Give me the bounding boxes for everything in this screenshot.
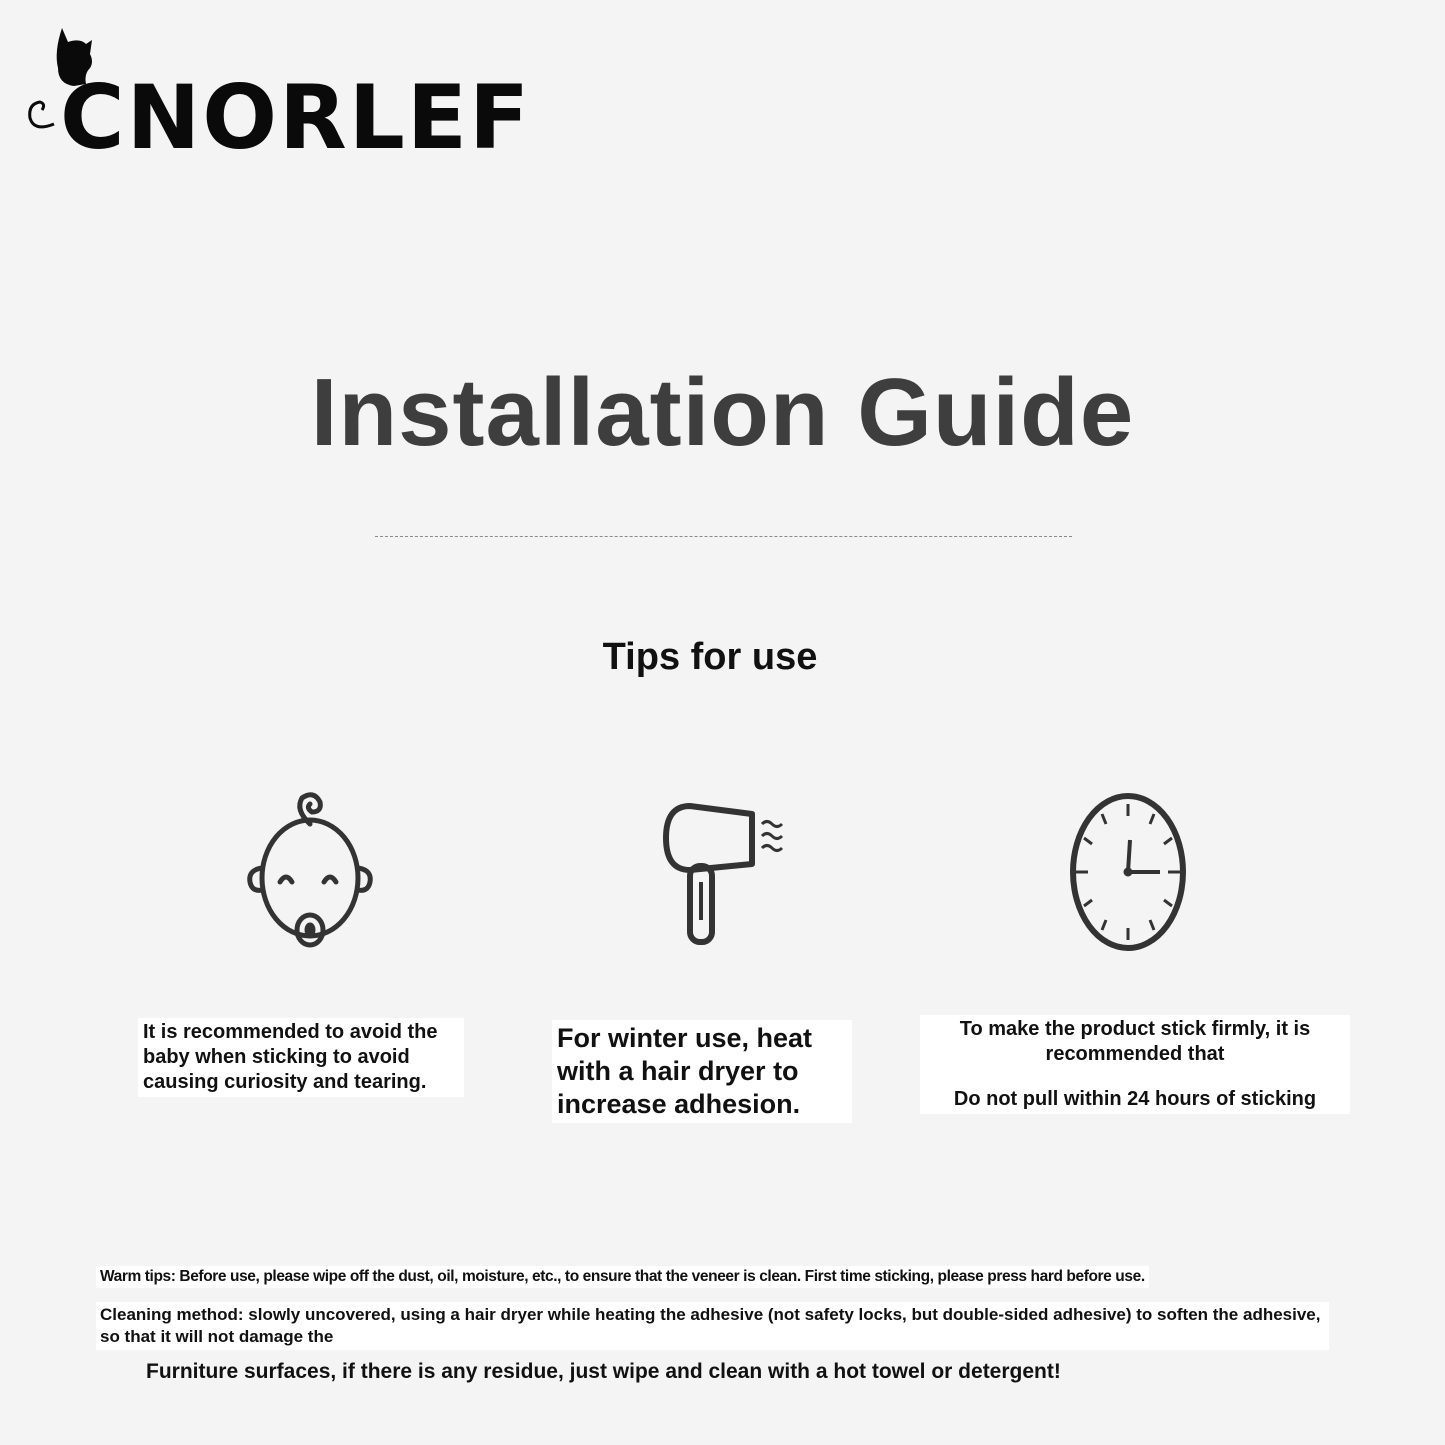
clock-icon: [1068, 792, 1190, 952]
baby-face-icon: [240, 790, 380, 955]
cleaning-method: Cleaning method: slowly uncovered, using a hair dryer while heating the adhesive (not safety locks, but double-sided adhesive) to soften the adhesive, so that it will not damage the: [96, 1302, 1329, 1350]
tip-24-hours-text: Do not pull within 24 hours of sticking: [953, 1088, 1317, 1110]
logo-text: CNORLEF: [60, 66, 532, 169]
page-title: Installation Guide: [310, 359, 1135, 466]
section-subtitle: Tips for use: [602, 636, 818, 678]
tip-avoid-baby: It is recommended to avoid the baby when sticking to avoid causing curiosity and tearing.: [138, 1018, 464, 1097]
furniture-note: Furniture surfaces, if there is any residue, just wipe and clean with a hot towel or detergent!: [146, 1360, 1061, 1383]
tip-winter-hair-dryer: For winter use, heat with a hair dryer to increase adhesion.: [552, 1020, 852, 1123]
warm-tips: Warm tips: Before use, please wipe off the dust, oil, moisture, etc., to ensure that the veneer is clean. First time sticking, please press hard before use.: [96, 1266, 1149, 1288]
brand-logo: [14, 28, 532, 169]
tip-stick-firmly: [920, 1015, 1350, 1114]
divider: [375, 536, 1072, 537]
tip-stick-firmly-text: To make the product stick firmly, it is recommended that: [959, 1018, 1311, 1065]
hair-dryer-icon: [660, 800, 795, 950]
